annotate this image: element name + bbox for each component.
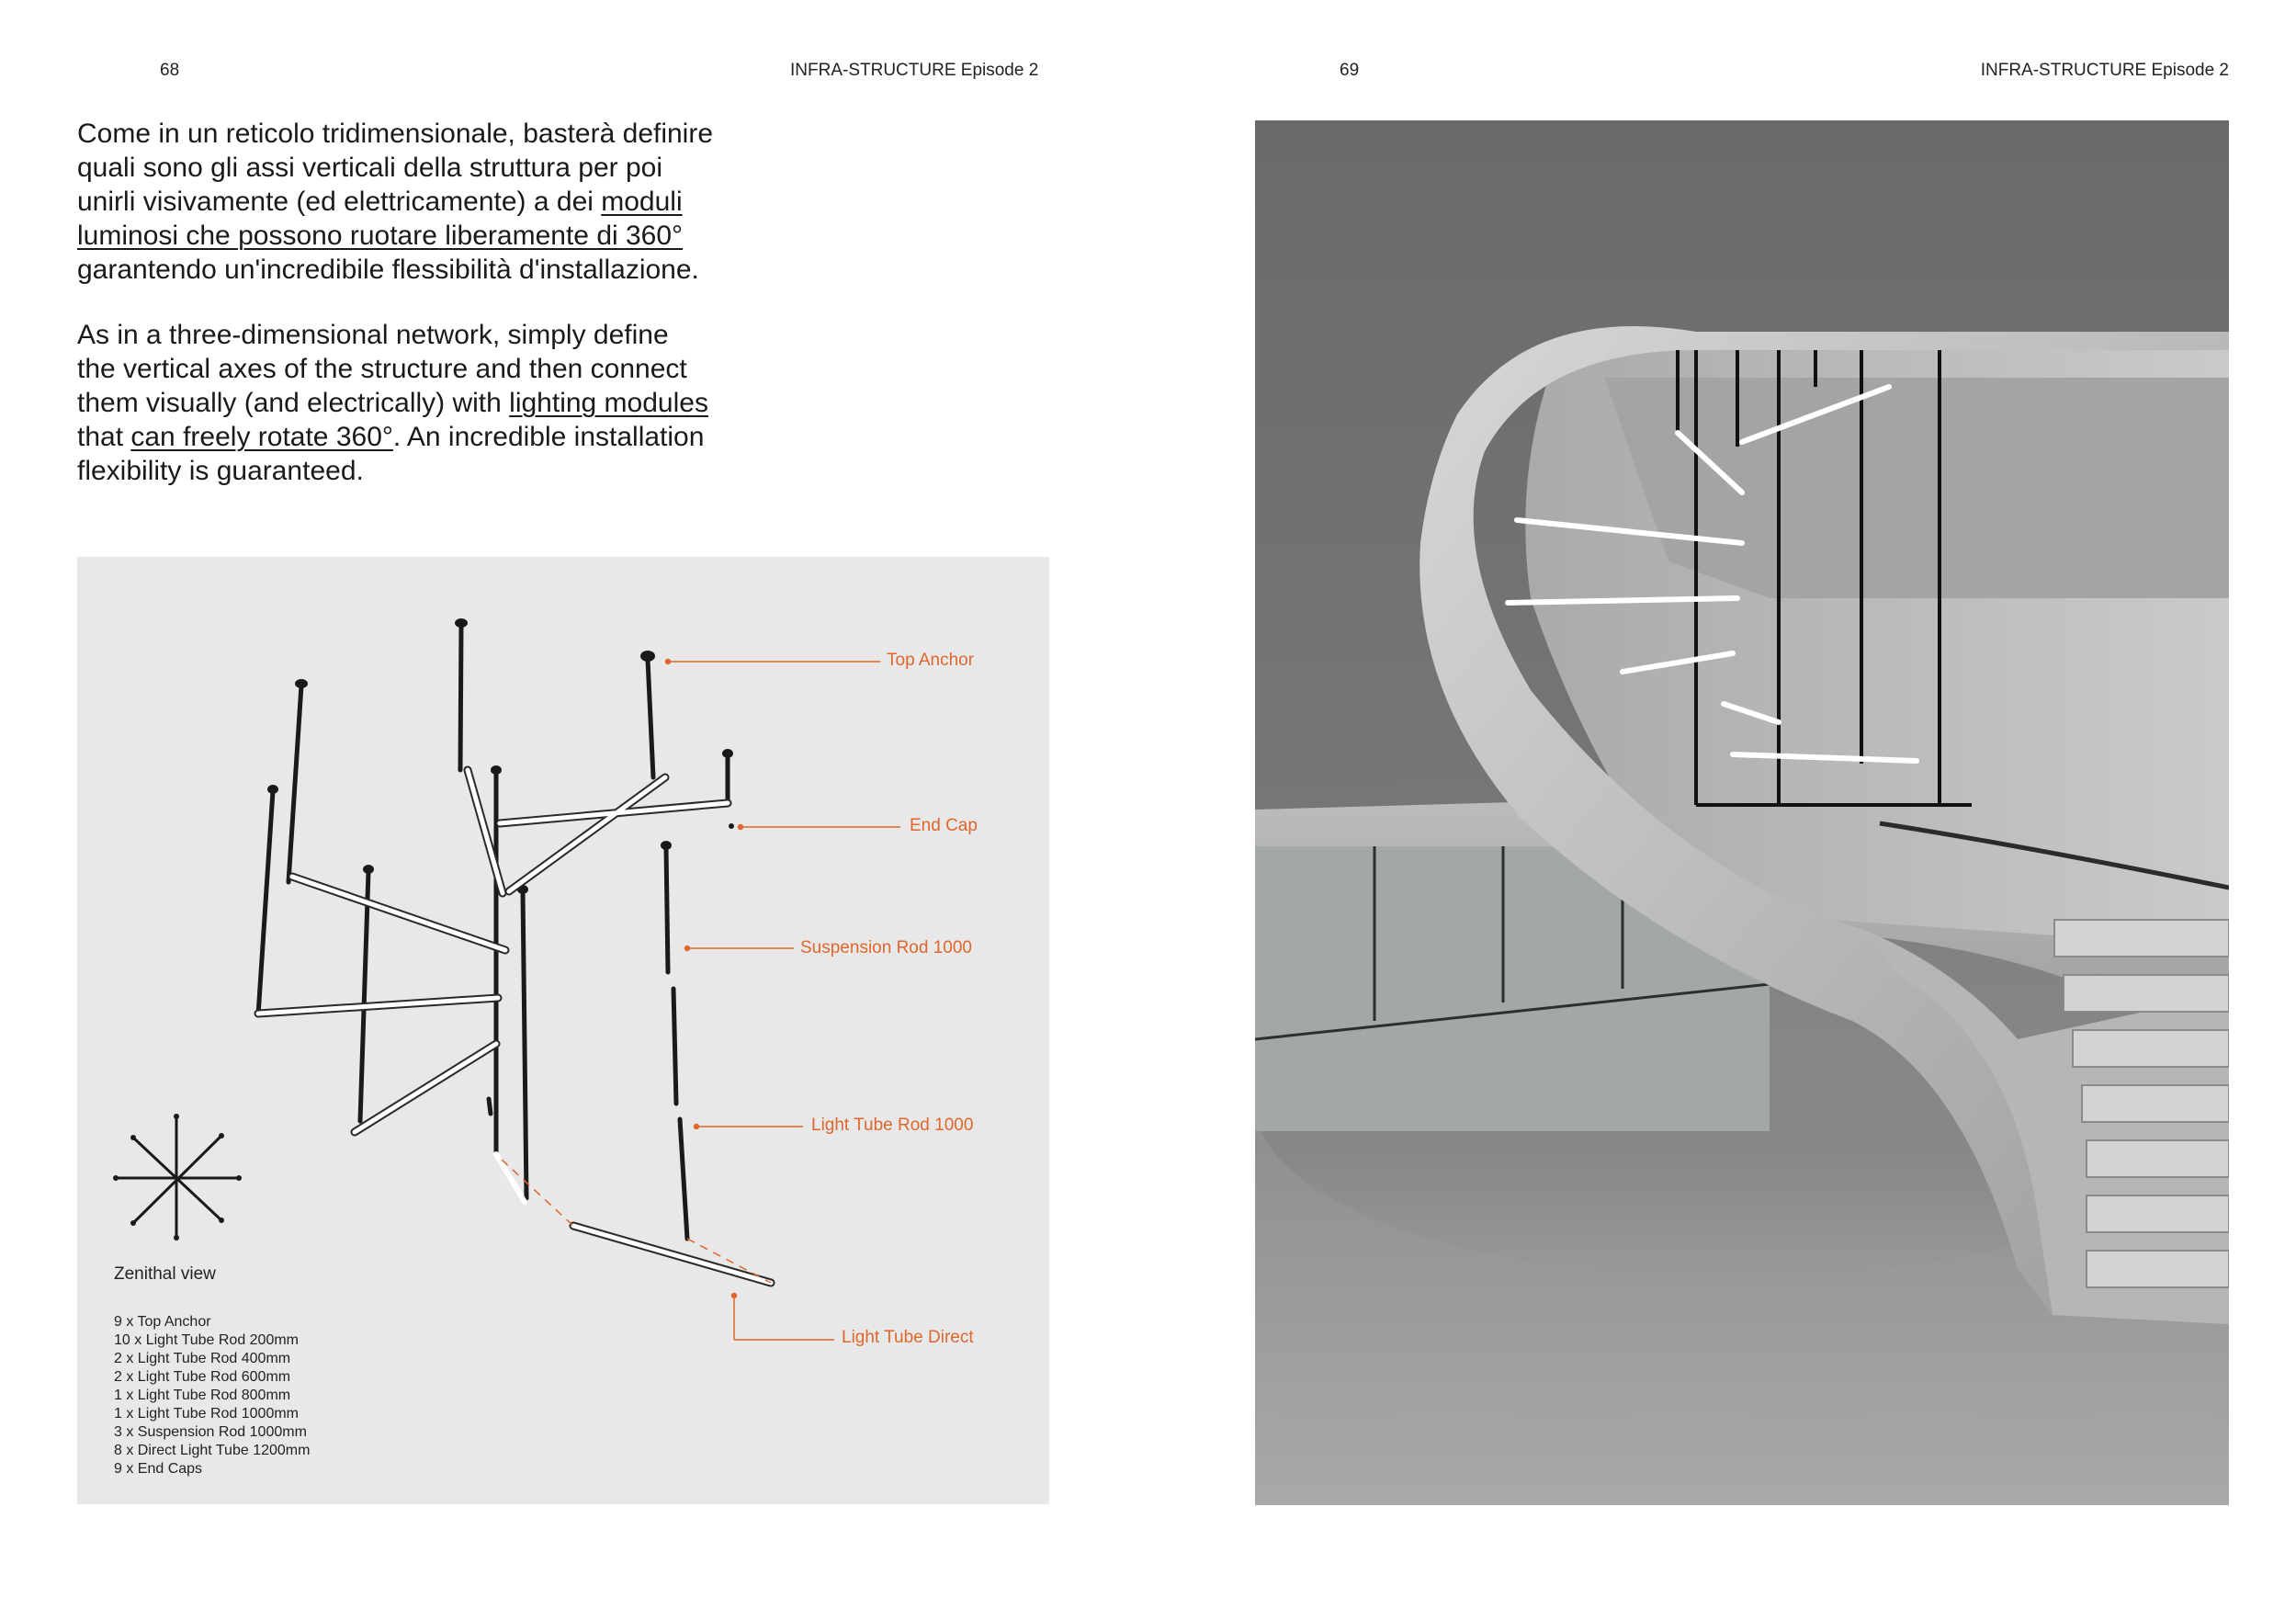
parts-list-item: 9 x End Caps [114,1461,203,1477]
left-running-title: INFRA-STRUCTURE Episode 2 [790,61,1039,80]
staircase-photo [1255,120,2229,1505]
text-line: quali sono gli assi verticali della struttura per poi [77,153,662,183]
parts-list-item: 8 x Direct Light Tube 1200mm [114,1443,311,1458]
parts-list [114,1313,310,1478]
right-running-title: INFRA-STRUCTURE Episode 2 [1980,61,2229,80]
callout-suspension-rod: Suspension Rod 1000 [800,938,972,957]
underlined-phrase: can freely rotate 360° [130,422,393,452]
callout-light-tube-rod: Light Tube Rod 1000 [811,1116,974,1135]
parts-list-item: 2 x Light Tube Rod 600mm [114,1369,291,1385]
italian-paragraph [77,117,739,287]
parts-list-item: 2 x Light Tube Rod 400mm [114,1351,291,1366]
text-line: unirli visivamente (ed elettricamente) a dei [77,187,602,217]
text-line: As in a three-dimensional network, simply define [77,320,669,350]
parts-list-item: 10 x Light Tube Rod 200mm [114,1332,300,1348]
parts-list-item: 1 x Light Tube Rod 1000mm [114,1406,300,1422]
callout-light-tube-direct: Light Tube Direct [842,1328,974,1347]
text-line: flexibility is guaranteed. [77,456,364,486]
text-line: Come in un reticolo tridimensionale, basterà definire [77,119,714,149]
zenithal-view-label: Zenithal view [114,1264,216,1284]
english-paragraph [77,318,739,488]
text-line: . An incredible installation [392,422,705,452]
callout-top-anchor: Top Anchor [887,651,975,670]
staircase-illustration [1255,120,2229,1505]
structure-diagram [77,557,1049,1504]
callout-leaders [666,660,901,1341]
assembly-guides [502,1160,771,1283]
text-line: the vertical axes of the structure and then connect [77,354,687,384]
parts-list-item: 1 x Light Tube Rod 800mm [114,1388,291,1403]
text-line: them visually (and electrically) with [77,388,510,418]
parts-list-item: 9 x Top Anchor [114,1314,211,1330]
underlined-phrase: lighting modules [509,388,708,418]
right-page-number: 69 [1340,61,1360,80]
vertical-rods [258,625,728,1239]
underlined-phrase: moduli [601,187,683,217]
left-page-number: 68 [160,61,180,80]
parts-list-item: 3 x Suspension Rod 1000mm [114,1424,307,1440]
callout-end-cap: End Cap [910,816,978,835]
text-line: garantendo un'incredibile flessibilità d'installazione. [77,255,699,285]
text-line: that [77,422,131,452]
underlined-phrase: luminosi che possono ruotare liberamente di 360° [77,221,684,251]
light-tubes [258,770,771,1283]
